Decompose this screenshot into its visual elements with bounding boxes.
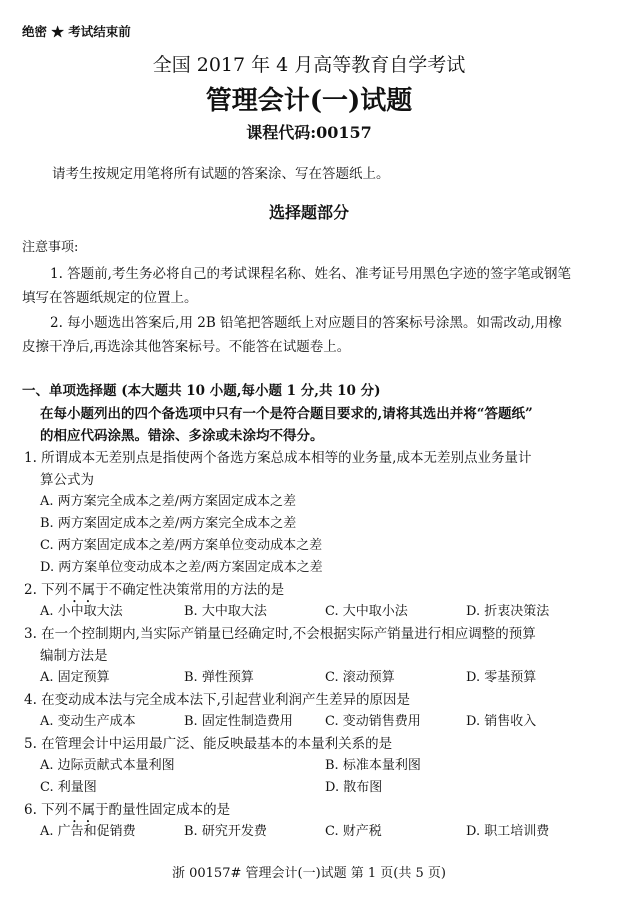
question-1-line-1: 1. 所谓成本无差别点是指使两个备选方案总成本相等的业务量,成本无差别点业务量计: [24, 450, 532, 466]
question-2-option-a: A. 小中取大法: [40, 604, 123, 619]
question-3-option-c: C. 滚动预算: [325, 670, 395, 685]
section-heading: 一、单项选择题 (本大题共 10 小题,每小题 1 分,共 10 分): [22, 383, 381, 399]
notice-item-1-line-1: 1. 答题前,考生务必将自己的考试课程名称、姓名、准考证号用黑色字迹的签字笔或钢笔: [50, 266, 571, 282]
question-6-option-a: A. 广告和促销费: [40, 824, 136, 839]
question-2-option-b: B. 大中取大法: [184, 604, 267, 619]
section-description-line-2: 的相应代码涂黑。错涂、多涂或未涂均不得分。: [40, 428, 324, 444]
question-3-line-2: 编制方法是: [40, 648, 108, 664]
question-4-option-a: A. 变动生产成本: [40, 714, 136, 729]
exam-title: 全国 2017 年 4 月高等教育自学考试: [152, 54, 466, 76]
question-4-line-1: 4. 在变动成本法与完全成本法下,引起营业利润产生差异的原因是: [24, 692, 410, 708]
question-3-option-d: D. 零基预算: [466, 670, 537, 685]
subject-title: 管理会计(一)试题: [205, 86, 413, 116]
question-4-option-c: C. 变动销售费用: [325, 714, 421, 729]
notice-item-1-line-2: 填写在答题纸规定的位置上。: [22, 290, 198, 306]
question-6-stem-post: 于酌量性固定成本的是: [95, 802, 231, 818]
question-5-line-1: 5. 在管理会计中运用最广泛、能反映最基本的本量利关系的是: [24, 736, 393, 752]
page-footer: 浙 00157# 管理会计(一)试题 第 1 页(共 5 页): [171, 866, 446, 881]
question-6-emphasis: 不属: [68, 802, 96, 818]
notice-heading: 注意事项:: [22, 240, 79, 255]
question-1-line-2: 算公式为: [40, 472, 94, 488]
question-5-option-b: B. 标准本量利图: [325, 758, 421, 773]
question-6-stem-pre: 6. 下列: [24, 802, 69, 818]
question-6-option-b: B. 研究开发费: [184, 824, 267, 839]
question-5-option-c: C. 利量图: [40, 780, 97, 795]
confidential-label: 绝密 ★ 考试结束前: [22, 24, 131, 39]
question-5-option-a: A. 边际贡献式本量利图: [40, 758, 175, 773]
question-6-option-c: C. 财产税: [325, 824, 382, 839]
question-2-stem-post: 于不确定性决策常用的方法的是: [95, 582, 285, 598]
question-5-option-d: D. 散布图: [325, 780, 383, 795]
notice-item-2-line-2: 皮擦干净后,再选涂其他答案标号。不能答在试题卷上。: [22, 339, 351, 355]
question-3-line-1: 3. 在一个控制期内,当实际产销量已经确定时,不会根据实际产销量进行相应调整的预算: [24, 626, 536, 642]
question-2-emphasis: 不属: [68, 582, 96, 598]
question-3-option-b: B. 弹性预算: [184, 670, 254, 685]
answer-instruction: 请考生按规定用笔将所有试题的答案涂、写在答题纸上。: [52, 166, 390, 182]
question-6-option-d: D. 职工培训费: [466, 824, 550, 839]
question-1-option-a: A. 两方案完全成本之差/两方案固定成本之差: [40, 494, 297, 509]
question-2-stem-pre: 2. 下列: [24, 582, 69, 598]
course-code: 课程代码:00157: [246, 123, 372, 142]
question-2-option-c: C. 大中取小法: [325, 604, 408, 619]
question-4-option-d: D. 销售收入: [466, 714, 537, 729]
question-2-option-d: D. 折衷决策法: [466, 604, 550, 619]
section-description-line-1: 在每小题列出的四个备选项中只有一个是符合题目要求的,请将其选出并将“答题纸”: [40, 406, 533, 422]
question-3-option-a: A. 固定预算: [40, 670, 110, 685]
question-1-option-d: D. 两方案单位变动成本之差/两方案固定成本之差: [40, 560, 323, 575]
question-1-option-c: C. 两方案固定成本之差/两方案单位变动成本之差: [40, 538, 323, 553]
notice-item-2-line-1: 2. 每小题选出答案后,用 2B 铅笔把答题纸上对应题目的答案标号涂黑。如需改动,用橡: [50, 315, 562, 331]
part-title: 选择题部分: [268, 203, 349, 222]
question-4-option-b: B. 固定性制造费用: [184, 714, 293, 729]
question-1-option-b: B. 两方案固定成本之差/两方案完全成本之差: [40, 516, 297, 531]
